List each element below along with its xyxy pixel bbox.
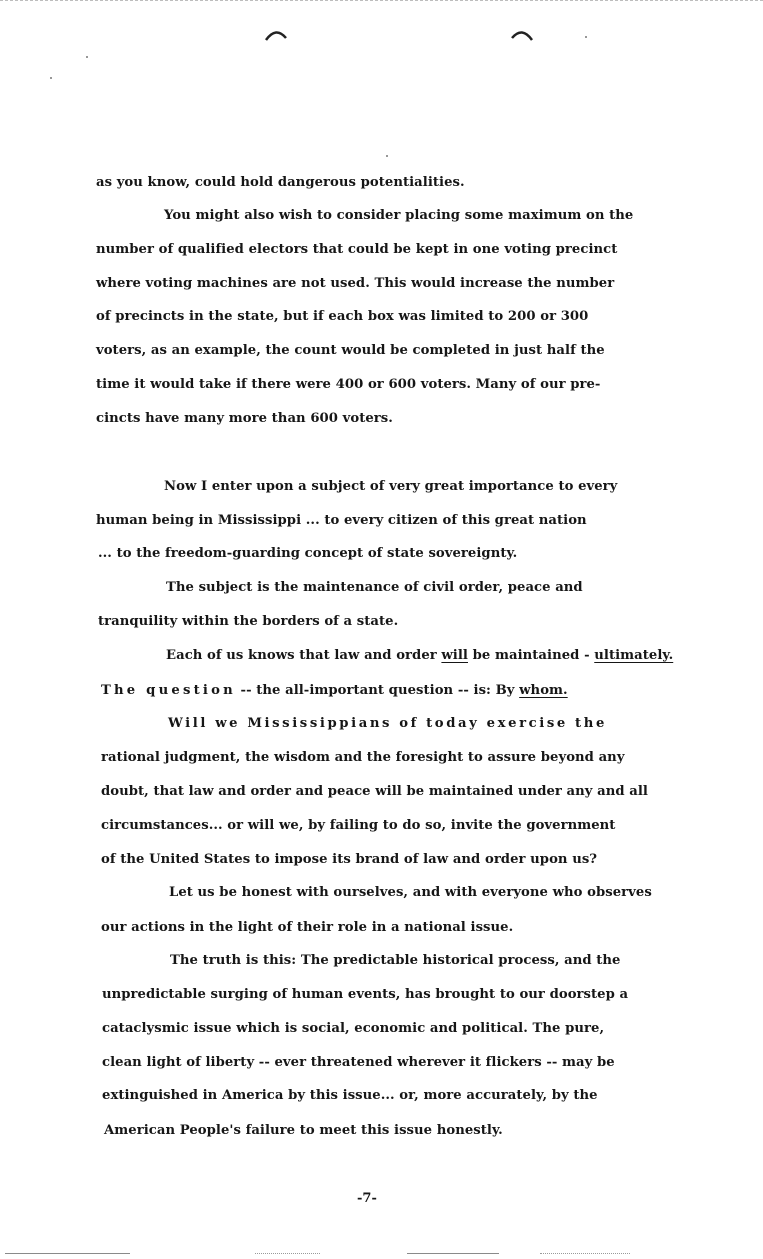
scan-speck <box>386 155 388 157</box>
text-line: The subject is the maintenance of civil order, peace and <box>166 580 583 595</box>
text-line <box>166 648 673 664</box>
text-line: where voting machines are not used. This would increase the number <box>96 276 615 291</box>
letterspaced-text: Will we Mississippians of today exercise the <box>168 716 607 731</box>
page-bottom-edge <box>540 1253 630 1254</box>
page-bottom-edge <box>5 1253 130 1254</box>
punch-hole-mark <box>264 28 288 42</box>
text-segment: -- the all-important question -- is: By <box>235 683 520 698</box>
text-line: our actions in the light of their role in a national issue. <box>101 920 514 935</box>
page-bottom-edge <box>407 1253 499 1254</box>
text-line: extinguished in America by this issue... or, more accurately, by the <box>102 1088 598 1103</box>
letterspaced-text: The question <box>101 683 236 698</box>
scan-speck <box>585 36 587 38</box>
page-bottom-edge <box>255 1253 320 1254</box>
underlined-word: ultimately. <box>594 648 674 663</box>
text-line: rational judgment, the wisdom and the foresight to assure beyond any <box>101 750 625 765</box>
text-line: unpredictable surging of human events, has brought to our doorstep a <box>102 987 629 1002</box>
text-line: clean light of liberty -- ever threatened wherever it flickers -- may be <box>102 1055 615 1070</box>
text-line: of precincts in the state, but if each box was limited to 200 or 300 <box>96 309 589 324</box>
text-segment: be maintained - <box>468 648 595 663</box>
text-line: circumstances... or will we, by failing to do so, invite the government <box>101 818 616 833</box>
punch-hole-mark <box>510 28 534 42</box>
text-line: time it would take if there were 400 or 600 voters. Many of our pre- <box>96 377 601 392</box>
text-line: number of qualified electors that could be kept in one voting precinct <box>96 242 618 257</box>
text-line: Now I enter upon a subject of very great importance to every <box>164 479 618 494</box>
underlined-word: whom. <box>519 683 568 698</box>
text-line: voters, as an example, the count would be completed in just half the <box>96 343 605 358</box>
text-line: cincts have many more than 600 voters. <box>96 411 393 426</box>
scan-speck <box>50 77 52 79</box>
text-line: cataclysmic issue which is social, economic and political. The pure, <box>102 1021 605 1036</box>
text-line: tranquility within the borders of a state. <box>98 614 399 629</box>
text-line: You might also wish to consider placing some maximum on the <box>164 208 634 223</box>
text-line <box>168 716 607 732</box>
page-top-edge <box>0 0 763 1</box>
text-line: American People's failure to meet this issue honestly. <box>104 1123 503 1138</box>
text-line <box>101 683 568 699</box>
text-segment: Each of us knows that law and order <box>166 648 442 663</box>
scan-speck <box>86 56 88 58</box>
text-line: of the United States to impose its brand of law and order upon us? <box>101 852 598 867</box>
text-line: ... to the freedom-guarding concept of state sovereignty. <box>98 546 518 561</box>
text-line: Let us be honest with ourselves, and with everyone who observes <box>169 885 652 900</box>
page-number: -7- <box>357 1191 377 1206</box>
text-line: The truth is this: The predictable historical process, and the <box>170 953 621 968</box>
text-line: human being in Mississippi ... to every citizen of this great nation <box>96 513 587 528</box>
underlined-word: will <box>441 648 468 663</box>
text-line: doubt, that law and order and peace will be maintained under any and all <box>101 784 648 799</box>
text-line: as you know, could hold dangerous potentialities. <box>96 175 465 190</box>
